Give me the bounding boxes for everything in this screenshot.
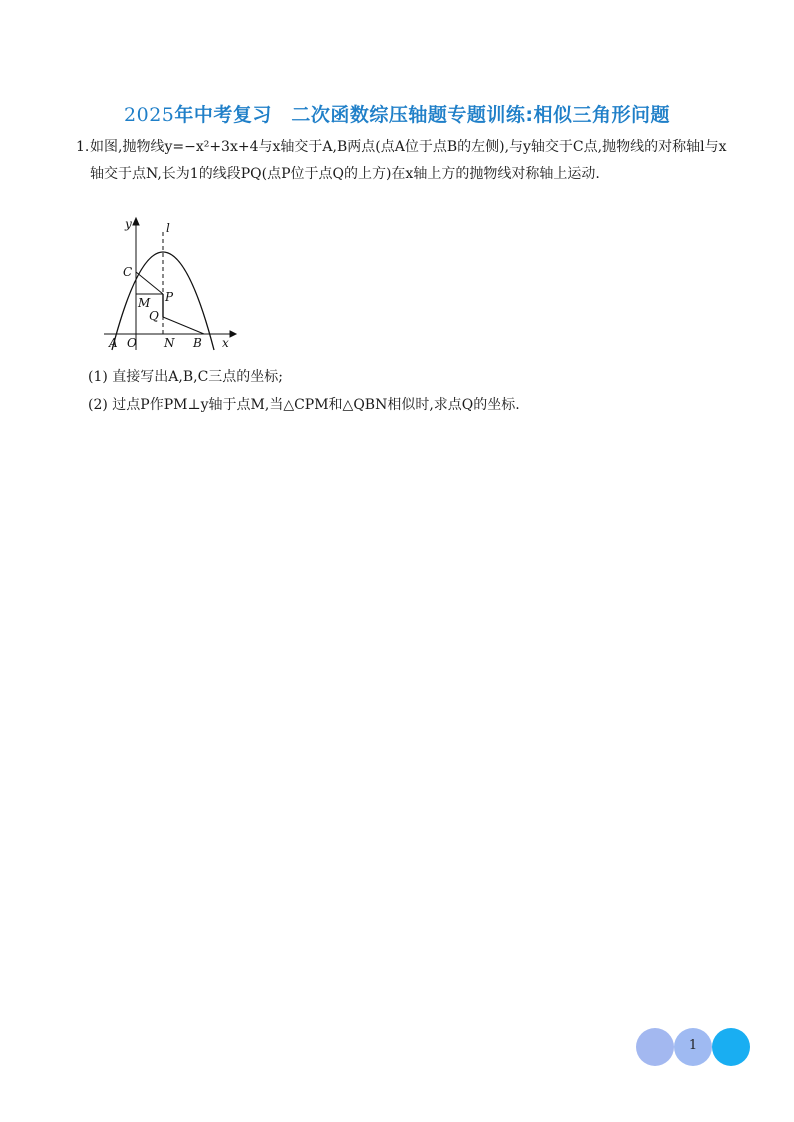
label-x: x [222,336,229,350]
badge-circle-right [712,1028,750,1066]
parabola-figure [96,214,246,360]
label-o: O [127,336,137,350]
subquestion-1: (1) 直接写出A,B,C三点的坐标; [88,369,284,385]
problem-1 [76,134,736,188]
label-a: A [109,336,118,350]
label-b: B [193,336,202,350]
label-q: Q [149,309,159,323]
label-c: C [123,265,133,279]
page-number: 1 [688,1038,698,1053]
x-axis-arrow [230,331,236,337]
segment-qb [163,317,204,334]
label-l: l [166,221,170,235]
label-y: y [125,217,132,231]
label-m: M [138,296,151,310]
title-text: 年中考复习 二次函数综压轴题专题训练:相似三角形问题 [174,104,670,126]
problem-number: 1. [76,139,90,155]
badge-circle-left [636,1028,674,1066]
label-n: N [164,336,175,350]
problem-stem: 如图,抛物线y=−x²+3x+4与x轴交于A,B两点(点A位于点B的左侧),与y轴交于C点,抛物线的对称轴l与x轴交于点N,长为1的线段PQ(点P位于点Q的上方)在x轴上方的抛物线对称轴上运动. [90,139,727,182]
y-axis-arrow [133,218,139,225]
segment-cp [136,272,163,294]
label-p: P [165,290,174,304]
page-number-badge [636,1028,756,1068]
page-title [0,100,794,127]
subquestion-2: (2) 过点P作PM⊥y轴于点M,当△CPM和△QBN相似时,求点Q的坐标. [88,397,520,413]
title-year: 2025 [124,104,175,126]
